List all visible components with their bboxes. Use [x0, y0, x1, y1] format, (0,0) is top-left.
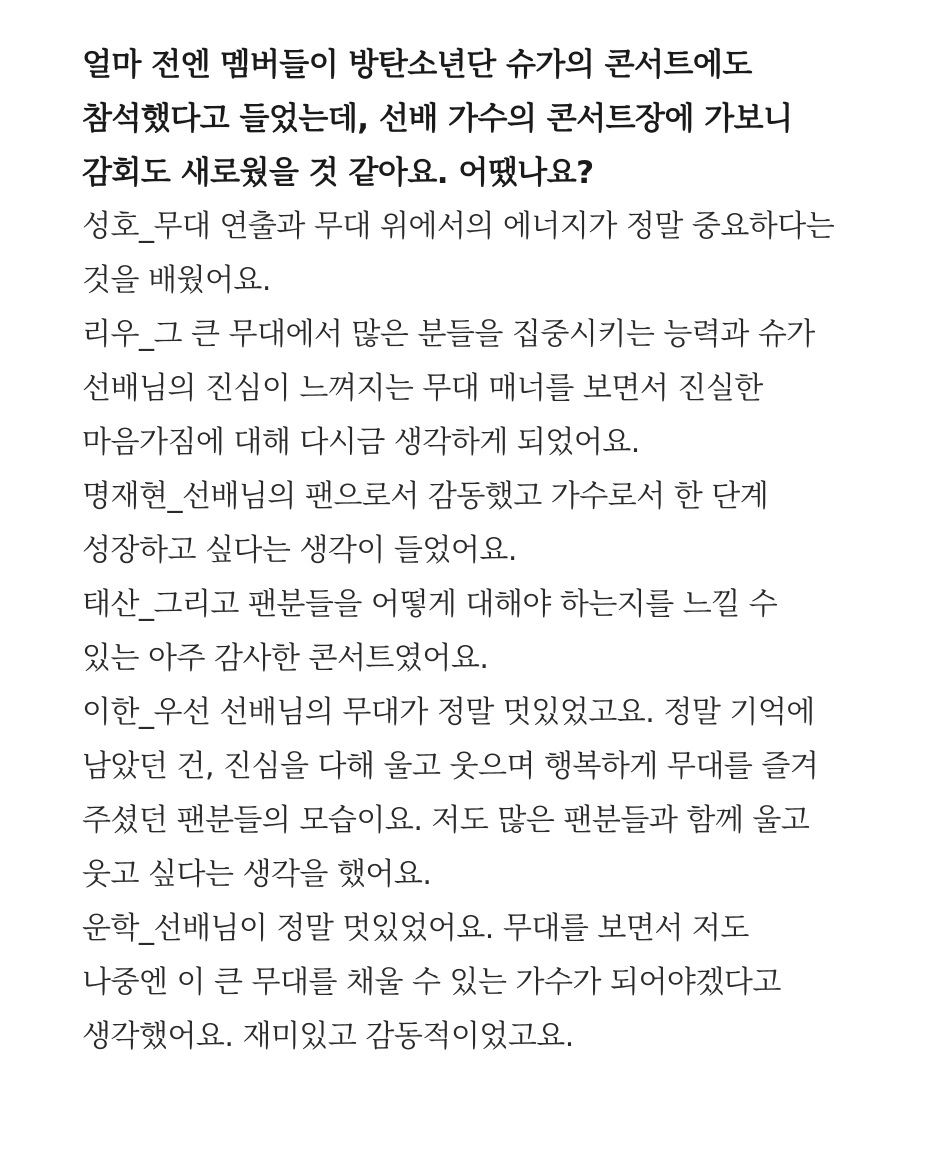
answer-line: 운학_선배님이 정말 멋있었어요. 무대를 보면서 저도: [82, 911, 749, 946]
answer-line: 주셨던 팬분들의 모습이요. 저도 많은 팬분들과 함께 울고: [82, 803, 810, 838]
question-line: 감회도 새로웠을 것 같아요. 어땠나요?: [82, 155, 594, 191]
answer-line: 있는 아주 감사한 콘서트였어요.: [82, 641, 489, 676]
answer-line: 성장하고 싶다는 생각이 들었어요.: [82, 533, 517, 568]
answer-line: 나중엔 이 큰 무대를 채울 수 있는 가수가 되어야겠다고: [82, 965, 781, 1000]
interview-text: [82, 38, 922, 1064]
answer-line: 성호_무대 연출과 무대 위에서의 에너지가 정말 중요하다는: [82, 209, 835, 244]
answer-riwoo: [82, 308, 922, 470]
answer-line: 태산_그리고 팬분들을 어떻게 대해야 하는지를 느낄 수: [82, 587, 778, 622]
answer-line: 리우_그 큰 무대에서 많은 분들을 집중시키는 능력과 슈가: [82, 317, 815, 352]
answer-line: 웃고 싶다는 생각을 했어요.: [82, 857, 432, 892]
interview-question: [82, 38, 922, 200]
answer-line: 선배님의 진심이 느껴지는 무대 매너를 보면서 진실한: [82, 371, 763, 406]
answer-line: 명재현_선배님의 팬으로서 감동했고 가수로서 한 단계: [82, 479, 769, 514]
answer-line: 남았던 건, 진심을 다해 울고 웃으며 행복하게 무대를 즐겨: [82, 749, 819, 784]
interview-answers: [82, 200, 922, 1064]
question-line: 얼마 전엔 멤버들이 방탄소년단 슈가의 콘서트에도: [82, 47, 752, 83]
answer-taesan: [82, 578, 922, 686]
question-line: 참석했다고 들었는데, 선배 가수의 콘서트장에 가보니: [82, 101, 793, 137]
answer-seongho: [82, 200, 922, 308]
answer-line: 마음가짐에 대해 다시금 생각하게 되었어요.: [82, 425, 640, 460]
answer-woonhak: [82, 902, 922, 1064]
answer-line: 생각했어요. 재미있고 감동적이었고요.: [82, 1019, 574, 1054]
answer-line: 것을 배웠어요.: [82, 263, 271, 298]
answer-leehan: [82, 686, 922, 902]
answer-jaehyun: [82, 470, 922, 578]
answer-line: 이한_우선 선배님의 무대가 정말 멋있었고요. 정말 기억에: [82, 695, 815, 730]
